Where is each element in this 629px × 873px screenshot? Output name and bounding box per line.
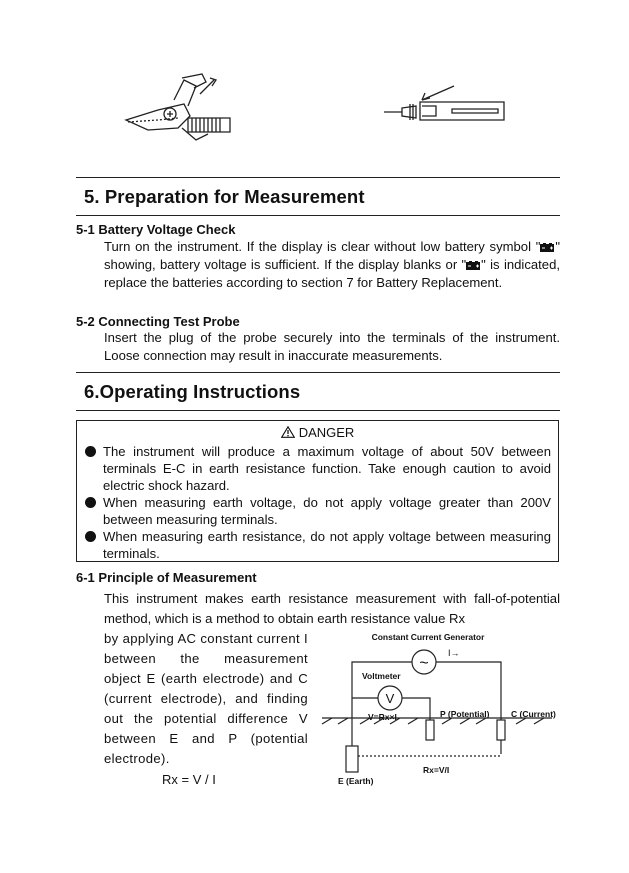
section-divider: [76, 410, 560, 411]
subsection-5-2-heading: 5-2 Connecting Test Probe: [76, 314, 240, 329]
e-label: E (Earth): [338, 776, 374, 786]
danger-item: The instrument will produce a maximum voltage of about 50V between terminals E-C in earth resistance function. Take enough caution to avoid electric shock hazard.: [85, 443, 551, 494]
low-battery-icon: [466, 261, 481, 270]
bullet-dot-icon: [85, 446, 96, 457]
subsection-6-1-heading: 6-1 Principle of Measurement: [76, 570, 257, 585]
current-label: I→: [448, 648, 460, 658]
subsection-5-1-heading: 5-1 Battery Voltage Check: [76, 222, 236, 237]
rx-label: Rx=V/I: [423, 765, 450, 775]
warning-triangle-icon: [281, 426, 295, 438]
v-formula-label: V=Rx×I: [368, 712, 397, 722]
danger-item: When measuring earth resistance, do not apply voltage between measuring terminals.: [85, 528, 551, 562]
danger-item: When measuring earth voltage, do not apply voltage greater than 200V between measuring terminals.: [85, 494, 551, 528]
section-divider: [76, 372, 560, 373]
voltmeter-v-symbol: V: [385, 691, 395, 706]
section-divider: [76, 177, 560, 178]
danger-heading: DANGER: [77, 425, 558, 440]
bullet-dot-icon: [85, 497, 96, 508]
voltmeter-label: Voltmeter: [362, 671, 401, 681]
section-5-title: 5. Preparation for Measurement: [84, 186, 365, 207]
alligator-clip-illustration: [118, 70, 248, 150]
p-label: P (Potential): [440, 709, 490, 719]
subsection-6-1-text: This instrument makes earth resistance measurement with fall-of-potential method, which is a method to obtain earth resistance value Rx: [104, 591, 560, 626]
tilde-symbol: ~: [419, 655, 429, 672]
subsection-6-1-side-text: by applying AC constant current I between the measurement object E (earth electrode) and C (current electrode), and finding out the potential difference V between E and P (potential electrode).: [104, 631, 308, 766]
formula: Rx = V / I: [162, 772, 216, 787]
section-6-title: 6.Operating Instructions: [84, 381, 301, 402]
c-label: C (Current): [511, 709, 556, 719]
generator-label: Constant Current Generator: [371, 632, 485, 642]
section-divider: [76, 215, 560, 216]
danger-warning-box: [76, 420, 559, 562]
low-battery-icon: [540, 243, 555, 252]
subsection-5-1-text: Turn on the instrument. If the display is clear without low battery symbol " " showing, battery voltage is sufficient. If the display blanks or " " is indicated, replace the batteries according to section 7 for Battery Replacement.: [104, 239, 560, 290]
test-probe-illustration: [382, 84, 507, 132]
bullet-dot-icon: [85, 531, 96, 542]
subsection-5-2-text: Insert the plug of the probe securely into the terminals of the instrument. Loose connection may result in inaccurate measurements.: [104, 330, 560, 363]
measurement-circuit-diagram: [308, 628, 560, 790]
